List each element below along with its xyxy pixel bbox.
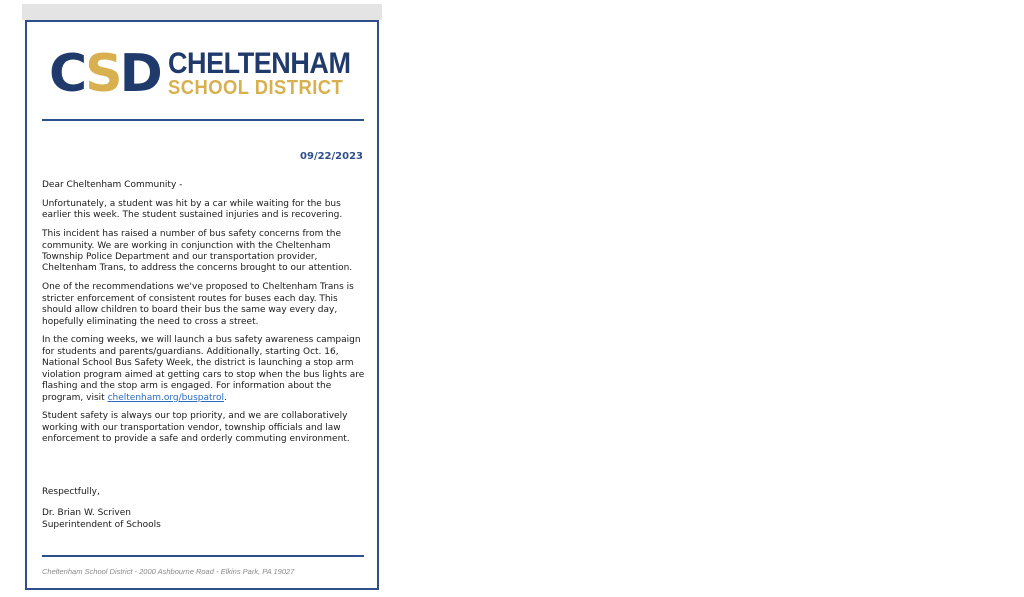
paragraph-2: This incident has raised a number of bus safety concerns from the community. We are working in conjunction with the Cheltenham Township Police Department and our transportation provider, Cheltenham Trans, to address the concerns brought to our attention. <box>42 229 353 274</box>
logo-letter-d: D <box>119 44 160 104</box>
header-divider <box>42 119 364 121</box>
paragraph-5: Student safety is always our top priority, and we are collaboratively working with our transportation vendor, township officials and law enforcement to provide a safe and orderly commuting environment. <box>42 411 350 445</box>
signer-name: Dr. Brian W. Scriven <box>42 508 131 519</box>
district-logo <box>49 46 371 102</box>
letter-body <box>42 180 368 453</box>
letter-closing <box>42 487 161 531</box>
footer-address: Cheltenham School District - 2000 Ashbourne Road - Elkins Park, PA 19027 <box>42 567 295 576</box>
paragraph-4 <box>42 335 368 403</box>
link-suffix: . <box>224 392 227 403</box>
letter-date: 09/22/2023 <box>300 151 363 162</box>
paragraph-4-text: In the coming weeks, we will launch a bus safety awareness campaign for students and parents/guardians. Additionally, starting Oct. 16, National School Bus Safety Week, the district is launching a stop arm violation program aimed at getting cars to stop when the bus lights are flashing and the stop arm is engaged. For information about the program, visit <box>42 335 365 403</box>
salutation: Dear Cheltenham Community - <box>42 180 183 190</box>
letter-page <box>25 20 379 590</box>
logo-school-district: SCHOOL DISTRICT <box>167 77 343 99</box>
logo-csd-monogram <box>49 44 160 104</box>
signer-title: Superintendent of Schools <box>42 519 161 530</box>
footer-divider <box>42 555 364 557</box>
logo-wordmark <box>167 47 371 99</box>
logo-letter-c: C <box>49 44 86 104</box>
paragraph-3: One of the recommendations we've proposed to Cheltenham Trans is stricter enforcement of consistent routes for buses each day. This should allow children to board their bus the same way every day, hopefully eliminating the need to cross a street. <box>42 282 354 327</box>
closing-phrase: Respectfully, <box>42 487 100 497</box>
paragraph-1: Unfortunately, a student was hit by a car while waiting for the bus earlier this week. The student sustained injuries and is recovering. <box>42 198 343 221</box>
window-top-bar <box>22 4 382 20</box>
buspatrol-link[interactable]: cheltenham.org/buspatrol <box>107 392 225 403</box>
logo-letter-s: S <box>85 44 120 104</box>
logo-district-name: CHELTENHAM <box>167 47 351 80</box>
